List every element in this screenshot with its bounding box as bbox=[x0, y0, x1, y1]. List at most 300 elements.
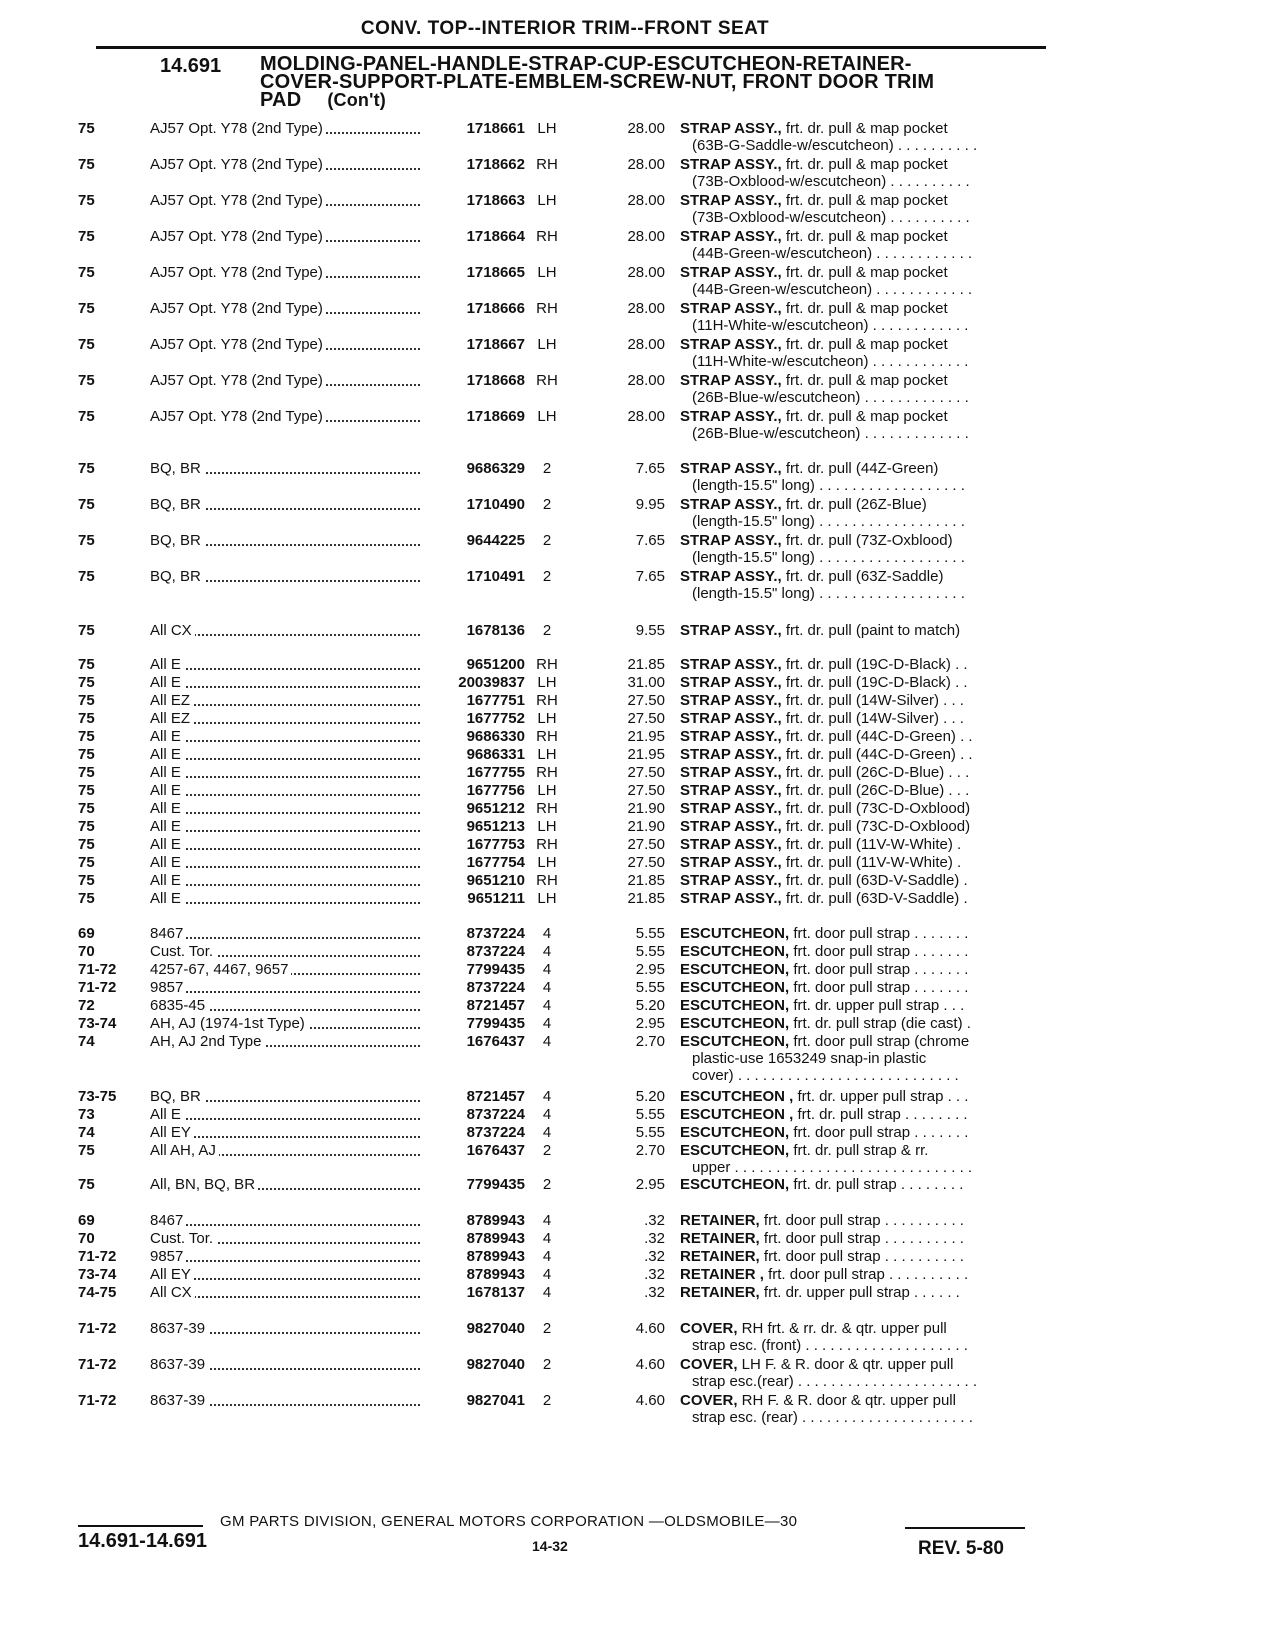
row-part-number: 1677752 bbox=[466, 710, 525, 727]
row-description-text: frt. dr. pull (44C-D-Green) . . bbox=[781, 728, 973, 745]
row-year: 75 bbox=[78, 300, 95, 317]
row-description bbox=[680, 1142, 1040, 1176]
row-model-text: All E bbox=[150, 836, 184, 853]
row-description-text: frt. dr. pull (19C-D-Black) . . bbox=[781, 656, 968, 673]
row-price: 28.00 bbox=[627, 156, 665, 173]
row-model-text: Cust. Tor. bbox=[150, 943, 216, 960]
row-model bbox=[150, 1266, 420, 1283]
row-description-continuation: (73B-Oxblood-w/escutcheon) . . . . . . . . . . bbox=[692, 209, 970, 226]
row-price: .32 bbox=[644, 1266, 665, 1283]
row-description-item: STRAP ASSY., bbox=[680, 496, 782, 513]
row-model bbox=[150, 854, 420, 871]
row-part-number: 9651212 bbox=[466, 800, 525, 817]
row-part-number: 7799435 bbox=[466, 1015, 525, 1032]
row-description-text: frt. dr. pull & map pocket bbox=[781, 192, 948, 209]
row-description-text: frt. door pull strap . . . . . . . . . . bbox=[759, 1230, 964, 1247]
row-price: 4.60 bbox=[635, 1392, 665, 1409]
row-quantity: LH bbox=[537, 192, 557, 209]
row-model-text: All CX bbox=[150, 622, 195, 639]
row-model-text: AJ57 Opt. Y78 (2nd Type) bbox=[150, 120, 326, 137]
row-model-text: 4257-67, 4467, 9657 bbox=[150, 961, 291, 978]
row-description-item: STRAP ASSY., bbox=[680, 336, 782, 353]
row-part-number: 1718663 bbox=[466, 192, 525, 209]
row-year: 75 bbox=[78, 460, 95, 477]
row-part-number: 7799435 bbox=[466, 961, 525, 978]
row-price: 5.20 bbox=[635, 1088, 665, 1105]
row-part-number: 8737224 bbox=[466, 1124, 525, 1141]
row-description-item: STRAP ASSY., bbox=[680, 568, 782, 585]
row-model-text: All E bbox=[150, 1106, 184, 1123]
section-title-continued: (Con't) bbox=[327, 90, 386, 110]
row-description-text: frt. dr. pull & map pocket bbox=[781, 336, 948, 353]
row-price: 21.95 bbox=[627, 728, 665, 745]
row-model bbox=[150, 728, 420, 745]
row-price: 9.55 bbox=[635, 622, 665, 639]
row-model-text: AJ57 Opt. Y78 (2nd Type) bbox=[150, 192, 326, 209]
row-description-item: COVER, bbox=[680, 1320, 738, 1337]
row-description-text: frt. door pull strap . . . . . . . bbox=[789, 943, 969, 960]
row-model bbox=[150, 1284, 420, 1301]
row-model-text: All E bbox=[150, 854, 184, 871]
row-part-number: 9644225 bbox=[466, 532, 525, 549]
row-part-number: 1718664 bbox=[466, 228, 525, 245]
row-model bbox=[150, 764, 420, 781]
row-description bbox=[680, 656, 1040, 673]
row-description-item: COVER, bbox=[680, 1356, 738, 1373]
row-price: 21.95 bbox=[627, 746, 665, 763]
row-description bbox=[680, 1248, 1040, 1265]
row-model bbox=[150, 1106, 420, 1123]
row-model bbox=[150, 872, 420, 889]
row-price: 4.60 bbox=[635, 1356, 665, 1373]
row-model bbox=[150, 961, 420, 978]
row-model bbox=[150, 746, 420, 763]
row-description-item: ESCUTCHEON, bbox=[680, 925, 790, 942]
row-price: 7.65 bbox=[635, 532, 665, 549]
row-model-text: All, BN, BQ, BR bbox=[150, 1176, 258, 1193]
row-model-text: BQ, BR bbox=[150, 460, 204, 477]
row-part-number: 8721457 bbox=[466, 1088, 525, 1105]
row-description-item: ESCUTCHEON, bbox=[680, 1124, 790, 1141]
row-price: .32 bbox=[644, 1230, 665, 1247]
row-description-text: frt. dr. pull (44Z-Green) bbox=[781, 460, 939, 477]
row-quantity: RH bbox=[536, 228, 558, 245]
row-year: 75 bbox=[78, 372, 95, 389]
table-row bbox=[0, 1033, 1280, 1084]
row-description-text: frt. dr. upper pull strap . . . bbox=[793, 1088, 969, 1105]
row-quantity: 4 bbox=[542, 1284, 552, 1301]
row-quantity: 2 bbox=[542, 568, 552, 585]
row-year: 75 bbox=[78, 710, 95, 727]
row-part-number: 9827041 bbox=[466, 1392, 525, 1409]
row-model-text: 9857 bbox=[150, 1248, 186, 1265]
row-year: 75 bbox=[78, 1142, 95, 1159]
row-description-text: frt. dr. pull & map pocket bbox=[781, 228, 948, 245]
row-model bbox=[150, 692, 420, 709]
row-description bbox=[680, 1212, 1040, 1229]
row-year: 75 bbox=[78, 854, 95, 871]
row-description-continuation: (44B-Green-w/escutcheon) . . . . . . . . . . . . bbox=[692, 281, 973, 298]
table-row bbox=[0, 1176, 1280, 1214]
row-description-text: frt. door pull strap . . . . . . . bbox=[789, 1124, 969, 1141]
row-part-number: 8789943 bbox=[466, 1212, 525, 1229]
row-model-text: All E bbox=[150, 800, 184, 817]
row-description bbox=[680, 1106, 1040, 1123]
row-model-text: All EY bbox=[150, 1124, 194, 1141]
row-quantity: 4 bbox=[542, 1266, 552, 1283]
row-description bbox=[680, 192, 1040, 226]
row-description-item: STRAP ASSY., bbox=[680, 656, 782, 673]
row-year: 75 bbox=[78, 336, 95, 353]
row-year: 74 bbox=[78, 1033, 95, 1050]
row-model-text: All E bbox=[150, 890, 184, 907]
row-part-number: 9686330 bbox=[466, 728, 525, 745]
row-model bbox=[150, 120, 420, 137]
row-description-item: STRAP ASSY., bbox=[680, 710, 782, 727]
row-year: 75 bbox=[78, 836, 95, 853]
row-quantity: 4 bbox=[542, 979, 552, 996]
row-price: 27.50 bbox=[627, 710, 665, 727]
table-row bbox=[0, 568, 1280, 606]
row-quantity: LH bbox=[537, 782, 557, 799]
row-description bbox=[680, 997, 1040, 1014]
row-quantity: RH bbox=[536, 764, 558, 781]
table-row bbox=[0, 532, 1280, 570]
row-part-number: 1678136 bbox=[466, 622, 525, 639]
row-description-item: STRAP ASSY., bbox=[680, 228, 782, 245]
row-year: 75 bbox=[78, 872, 95, 889]
row-model bbox=[150, 997, 420, 1014]
row-model bbox=[150, 979, 420, 996]
row-part-number: 7799435 bbox=[466, 1176, 525, 1193]
table-row bbox=[0, 264, 1280, 302]
row-quantity: 4 bbox=[542, 1088, 552, 1105]
row-description-text: frt. dr. pull & map pocket bbox=[781, 156, 948, 173]
row-description-continuation: (73B-Oxblood-w/escutcheon) . . . . . . . . . . bbox=[692, 173, 970, 190]
row-price: 21.85 bbox=[627, 890, 665, 907]
section-title-pad: PAD bbox=[260, 89, 302, 111]
row-description-item: STRAP ASSY., bbox=[680, 854, 782, 871]
row-model bbox=[150, 1320, 420, 1337]
table-row bbox=[0, 890, 1280, 928]
row-description bbox=[680, 943, 1040, 960]
row-model-text: AH, AJ (1974-1st Type) bbox=[150, 1015, 308, 1032]
row-model bbox=[150, 460, 420, 477]
row-price: 2.95 bbox=[635, 1015, 665, 1032]
row-price: 28.00 bbox=[627, 192, 665, 209]
row-price: 28.00 bbox=[627, 336, 665, 353]
row-description-text: frt. dr. pull (73C-D-Oxblood) bbox=[781, 800, 971, 817]
row-description bbox=[680, 1088, 1040, 1105]
row-description bbox=[680, 1230, 1040, 1247]
row-year: 75 bbox=[78, 692, 95, 709]
row-price: 5.55 bbox=[635, 1124, 665, 1141]
section-title-line-1: MOLDING-PANEL-HANDLE-STRAP-CUP-ESCUTCHEON-RETAINER- bbox=[260, 53, 912, 75]
row-part-number: 9686331 bbox=[466, 746, 525, 763]
row-description bbox=[680, 264, 1040, 298]
section-number: 14.691 bbox=[160, 55, 222, 77]
row-year: 71-72 bbox=[78, 1356, 117, 1373]
table-row bbox=[0, 1320, 1280, 1358]
row-description-continuation: (11H-White-w/escutcheon) . . . . . . . . . . . . bbox=[692, 317, 969, 334]
row-description-text: frt. dr. pull (63D-V-Saddle) . bbox=[781, 872, 968, 889]
row-model-text: All E bbox=[150, 728, 184, 745]
row-model bbox=[150, 710, 420, 727]
row-description-item: RETAINER, bbox=[680, 1284, 760, 1301]
row-year: 75 bbox=[78, 800, 95, 817]
row-quantity: RH bbox=[536, 836, 558, 853]
row-part-number: 1718665 bbox=[466, 264, 525, 281]
row-model-text: All EZ bbox=[150, 692, 193, 709]
row-year: 73 bbox=[78, 1106, 95, 1123]
row-model bbox=[150, 782, 420, 799]
row-price: 7.65 bbox=[635, 568, 665, 585]
row-quantity: LH bbox=[537, 408, 557, 425]
row-quantity: 4 bbox=[542, 925, 552, 942]
row-year: 75 bbox=[78, 264, 95, 281]
row-model-text: All E bbox=[150, 746, 184, 763]
row-year: 71-72 bbox=[78, 1392, 117, 1409]
row-price: 27.50 bbox=[627, 692, 665, 709]
row-model-text: 8637-39 bbox=[150, 1320, 208, 1337]
row-quantity: RH bbox=[536, 800, 558, 817]
row-part-number: 9827040 bbox=[466, 1356, 525, 1373]
row-description-text: frt. dr. pull & map pocket bbox=[781, 372, 948, 389]
row-description bbox=[680, 1033, 1040, 1084]
row-model-text: 6835-45 bbox=[150, 997, 208, 1014]
row-description-continuation: strap esc. (front) . . . . . . . . . . . . . . . . . . . . bbox=[692, 1337, 968, 1354]
row-part-number: 8737224 bbox=[466, 979, 525, 996]
row-description-text: frt. dr. pull (26Z-Blue) bbox=[781, 496, 927, 513]
row-description-text: frt. dr. pull (11V-W-White) . bbox=[781, 854, 962, 871]
row-part-number: 8789943 bbox=[466, 1266, 525, 1283]
row-description bbox=[680, 622, 1040, 639]
row-description-item: STRAP ASSY., bbox=[680, 622, 782, 639]
row-model-text: All AH, AJ bbox=[150, 1142, 219, 1159]
row-quantity: 4 bbox=[542, 1248, 552, 1265]
row-description-text: frt. dr. pull strap . . . . . . . . bbox=[793, 1106, 968, 1123]
row-part-number: 9827040 bbox=[466, 1320, 525, 1337]
row-part-number: 1676437 bbox=[466, 1033, 525, 1050]
row-description-item: ESCUTCHEON, bbox=[680, 961, 790, 978]
row-part-number: 8737224 bbox=[466, 925, 525, 942]
row-quantity: 2 bbox=[542, 460, 552, 477]
row-description bbox=[680, 1284, 1040, 1301]
row-description-item: ESCUTCHEON, bbox=[680, 1142, 790, 1159]
row-model-text: AJ57 Opt. Y78 (2nd Type) bbox=[150, 300, 326, 317]
row-description-text: frt. dr. upper pull strap . . . . . . bbox=[759, 1284, 960, 1301]
row-year: 75 bbox=[78, 890, 95, 907]
row-quantity: LH bbox=[537, 336, 557, 353]
table-row bbox=[0, 622, 1280, 660]
row-quantity: 4 bbox=[542, 961, 552, 978]
row-year: 72 bbox=[78, 997, 95, 1014]
table-row bbox=[0, 228, 1280, 266]
row-part-number: 8737224 bbox=[466, 1106, 525, 1123]
row-description bbox=[680, 372, 1040, 406]
row-price: 27.50 bbox=[627, 854, 665, 871]
table-row bbox=[0, 496, 1280, 534]
row-description-item: STRAP ASSY., bbox=[680, 782, 782, 799]
row-price: 28.00 bbox=[627, 300, 665, 317]
footer-rule-right bbox=[905, 1527, 1025, 1529]
row-part-number: 1718669 bbox=[466, 408, 525, 425]
row-description-continuation: plastic-use 1653249 snap-in plastic bbox=[692, 1050, 927, 1067]
row-year: 75 bbox=[78, 192, 95, 209]
row-part-number: 1677753 bbox=[466, 836, 525, 853]
row-quantity: LH bbox=[537, 890, 557, 907]
row-year: 71-72 bbox=[78, 979, 117, 996]
row-description bbox=[680, 728, 1040, 745]
row-quantity: 4 bbox=[542, 943, 552, 960]
row-description bbox=[680, 1266, 1040, 1283]
row-quantity: 4 bbox=[542, 1230, 552, 1247]
row-quantity: 2 bbox=[542, 532, 552, 549]
row-description bbox=[680, 818, 1040, 835]
row-part-number: 9651210 bbox=[466, 872, 525, 889]
row-description-text: frt. door pull strap . . . . . . . . . . bbox=[759, 1212, 964, 1229]
row-description-text: RH frt. & rr. dr. & qtr. upper pull bbox=[737, 1320, 947, 1337]
row-description bbox=[680, 228, 1040, 262]
row-part-number: 20039837 bbox=[458, 674, 525, 691]
row-description bbox=[680, 710, 1040, 727]
row-year: 75 bbox=[78, 622, 95, 639]
row-part-number: 1677756 bbox=[466, 782, 525, 799]
row-year: 71-72 bbox=[78, 961, 117, 978]
row-quantity: 4 bbox=[542, 1033, 552, 1050]
row-description-item: STRAP ASSY., bbox=[680, 728, 782, 745]
row-year: 75 bbox=[78, 818, 95, 835]
row-year: 75 bbox=[78, 746, 95, 763]
row-description-continuation: upper . . . . . . . . . . . . . . . . . . . . . . . . . . . . . bbox=[692, 1159, 973, 1176]
row-description-item: STRAP ASSY., bbox=[680, 836, 782, 853]
row-part-number: 1676437 bbox=[466, 1142, 525, 1159]
row-part-number: 8789943 bbox=[466, 1230, 525, 1247]
row-description-item: STRAP ASSY., bbox=[680, 300, 782, 317]
row-model-text: All CX bbox=[150, 1284, 195, 1301]
row-description-text: RH F. & R. door & qtr. upper pull bbox=[737, 1392, 956, 1409]
row-description bbox=[680, 764, 1040, 781]
row-price: 21.90 bbox=[627, 818, 665, 835]
row-part-number: 1677751 bbox=[466, 692, 525, 709]
row-part-number: 8737224 bbox=[466, 943, 525, 960]
row-year: 75 bbox=[78, 674, 95, 691]
row-model bbox=[150, 532, 420, 549]
row-model bbox=[150, 372, 420, 389]
table-row bbox=[0, 120, 1280, 158]
row-year: 75 bbox=[78, 764, 95, 781]
row-price: 5.55 bbox=[635, 943, 665, 960]
row-price: 21.90 bbox=[627, 800, 665, 817]
row-price: 2.70 bbox=[635, 1033, 665, 1050]
row-model bbox=[150, 1230, 420, 1247]
row-description-text: frt. dr. pull (73Z-Oxblood) bbox=[781, 532, 953, 549]
row-description-text: frt. dr. pull & map pocket bbox=[781, 120, 948, 137]
row-year: 70 bbox=[78, 943, 95, 960]
row-model bbox=[150, 496, 420, 513]
row-model bbox=[150, 1356, 420, 1373]
row-model-text: AJ57 Opt. Y78 (2nd Type) bbox=[150, 228, 326, 245]
row-description-text: frt. dr. pull strap . . . . . . . . bbox=[789, 1176, 964, 1193]
row-description-item: RETAINER, bbox=[680, 1212, 760, 1229]
row-quantity: 2 bbox=[542, 1356, 552, 1373]
row-model bbox=[150, 943, 420, 960]
footer-rule-left bbox=[78, 1525, 203, 1527]
row-part-number: 1710491 bbox=[466, 568, 525, 585]
row-description-text: frt. dr. pull strap (die cast) . bbox=[789, 1015, 971, 1032]
row-description-continuation: (44B-Green-w/escutcheon) . . . . . . . . . . . . bbox=[692, 245, 973, 262]
row-model-text: All E bbox=[150, 674, 184, 691]
row-price: 28.00 bbox=[627, 120, 665, 137]
row-part-number: 8789943 bbox=[466, 1248, 525, 1265]
row-description-continuation: (26B-Blue-w/escutcheon) . . . . . . . . . . . . . bbox=[692, 389, 969, 406]
row-year: 74 bbox=[78, 1124, 95, 1141]
row-year: 75 bbox=[78, 228, 95, 245]
footer-revision: REV. 5-80 bbox=[918, 1538, 1004, 1559]
row-model-text: All E bbox=[150, 656, 184, 673]
row-price: 27.50 bbox=[627, 782, 665, 799]
row-part-number: 8721457 bbox=[466, 997, 525, 1014]
row-quantity: 2 bbox=[542, 1176, 552, 1193]
row-price: 21.85 bbox=[627, 872, 665, 889]
row-description bbox=[680, 872, 1040, 889]
table-row bbox=[0, 1142, 1280, 1180]
row-year: 75 bbox=[78, 496, 95, 513]
row-description-item: STRAP ASSY., bbox=[680, 156, 782, 173]
row-part-number: 1718661 bbox=[466, 120, 525, 137]
row-model-text: Cust. Tor. bbox=[150, 1230, 216, 1247]
row-part-number: 9651211 bbox=[467, 890, 525, 907]
section-title-line-2: COVER-SUPPORT-PLATE-EMBLEM-SCREW-NUT, FRONT DOOR TRIM bbox=[260, 71, 935, 93]
row-model bbox=[150, 622, 420, 639]
row-quantity: RH bbox=[536, 372, 558, 389]
row-description-item: RETAINER, bbox=[680, 1248, 760, 1265]
row-model-text: All E bbox=[150, 764, 184, 781]
row-year: 73-75 bbox=[78, 1088, 117, 1105]
row-description-text: frt. dr. pull (19C-D-Black) . . bbox=[781, 674, 968, 691]
row-part-number: 1678137 bbox=[466, 1284, 525, 1301]
row-year: 74-75 bbox=[78, 1284, 117, 1301]
row-description bbox=[680, 1356, 1040, 1390]
table-row bbox=[0, 1284, 1280, 1322]
row-quantity: RH bbox=[536, 156, 558, 173]
row-description-item: STRAP ASSY., bbox=[680, 264, 782, 281]
row-price: 27.50 bbox=[627, 836, 665, 853]
row-model bbox=[150, 800, 420, 817]
row-description-text: LH F. & R. door & qtr. upper pull bbox=[737, 1356, 954, 1373]
row-description-item: STRAP ASSY., bbox=[680, 872, 782, 889]
row-model bbox=[150, 1088, 420, 1105]
row-price: .32 bbox=[644, 1212, 665, 1229]
row-description-text: frt. dr. pull (44C-D-Green) . . bbox=[781, 746, 973, 763]
row-description bbox=[680, 408, 1040, 442]
row-description-text: frt. dr. pull (73C-D-Oxblood) bbox=[781, 818, 971, 835]
table-row bbox=[0, 336, 1280, 374]
row-description-text: frt. dr. pull (63Z-Saddle) bbox=[781, 568, 944, 585]
row-model-text: 9857 bbox=[150, 979, 186, 996]
row-price: 2.95 bbox=[635, 961, 665, 978]
row-part-number: 9686329 bbox=[466, 460, 525, 477]
row-description-item: STRAP ASSY., bbox=[680, 532, 782, 549]
row-year: 75 bbox=[78, 120, 95, 137]
row-model-text: BQ, BR bbox=[150, 1088, 204, 1105]
row-description-continuation: strap esc.(rear) . . . . . . . . . . . . . . . . . . . . . . bbox=[692, 1373, 978, 1390]
row-description-text: frt. door pull strap . . . . . . . bbox=[789, 925, 969, 942]
row-description bbox=[680, 496, 1040, 530]
row-description-text: frt. dr. pull & map pocket bbox=[781, 264, 948, 281]
row-year: 69 bbox=[78, 1212, 95, 1229]
row-model bbox=[150, 192, 420, 209]
